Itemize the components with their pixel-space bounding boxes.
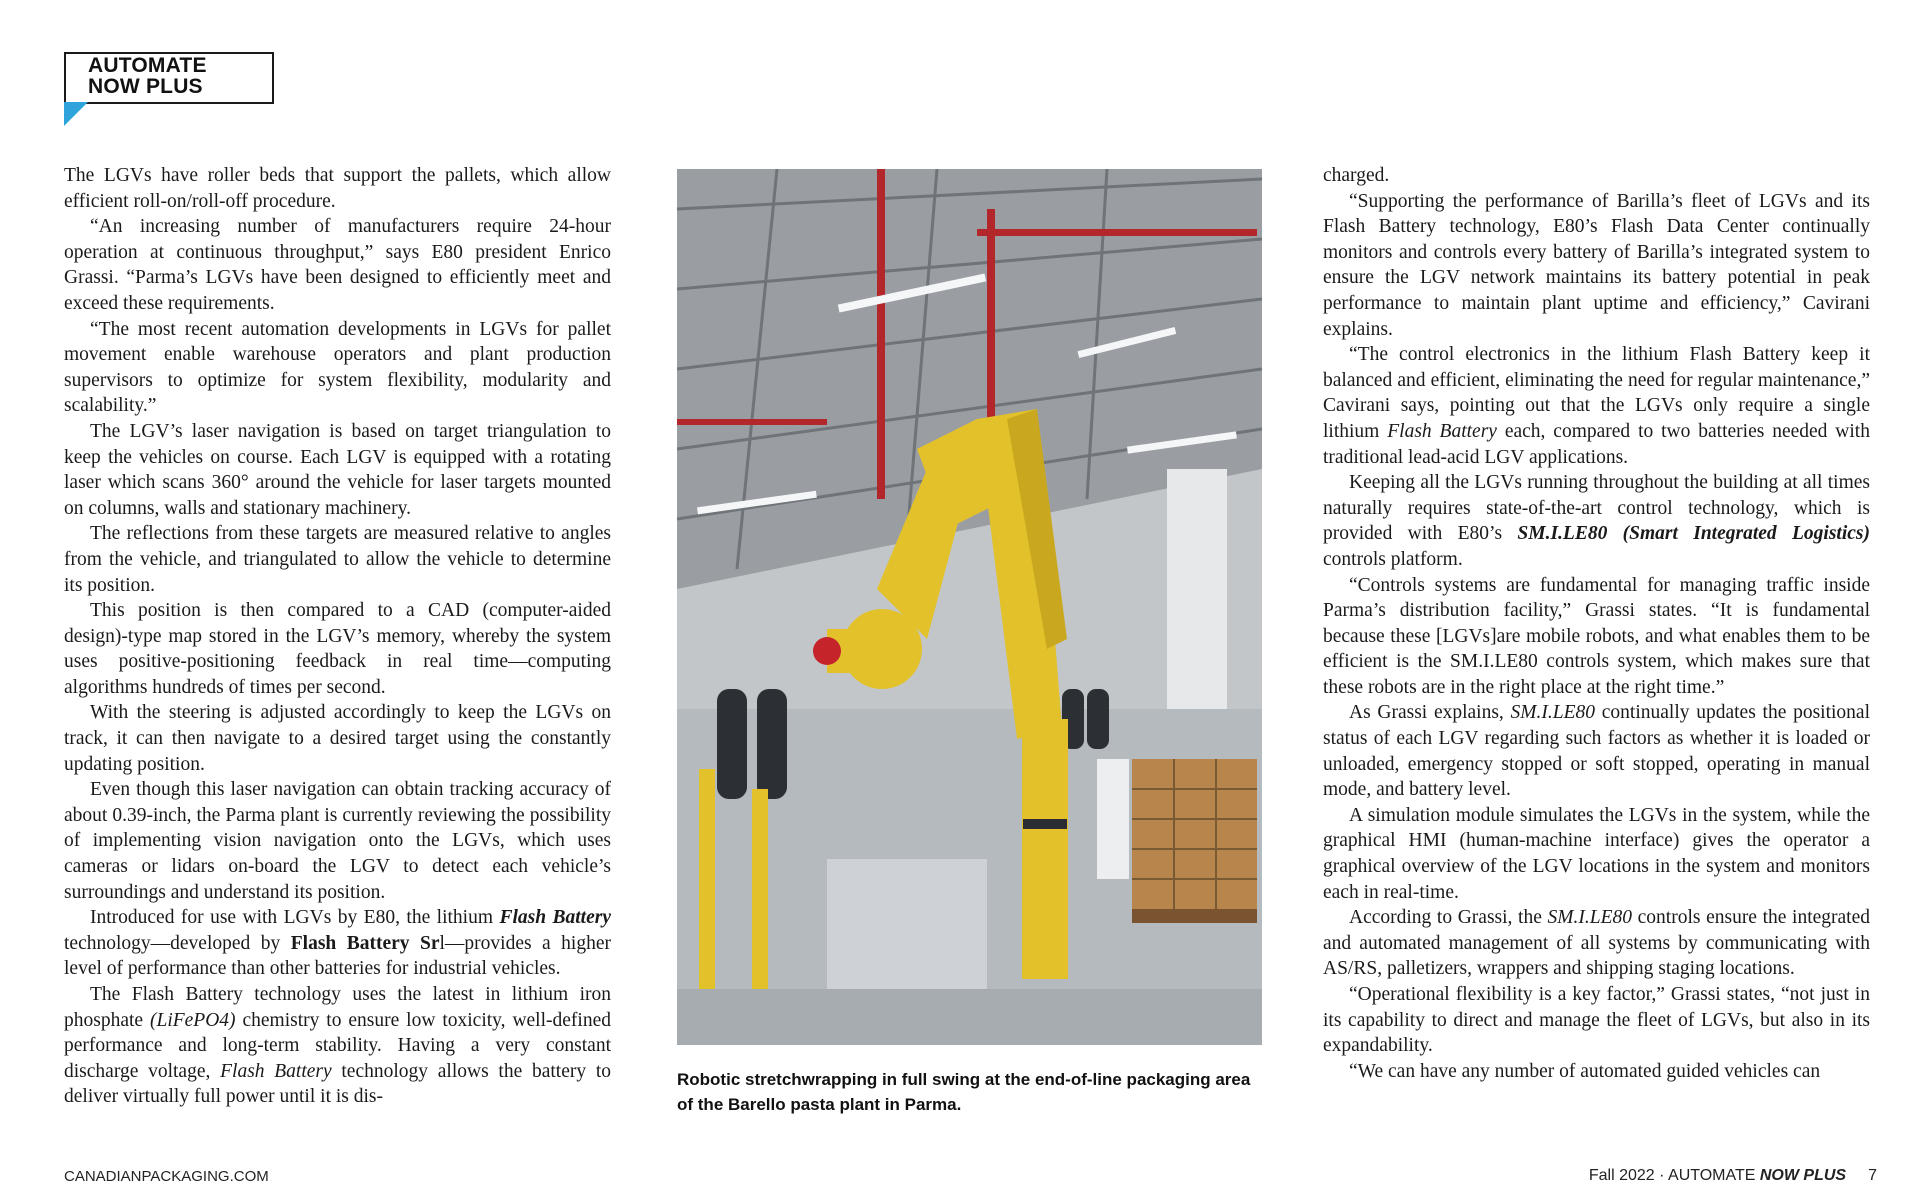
magazine-section-badge <box>64 52 274 104</box>
paragraph: “The most recent automation developments in LGVs for pallet movement enable warehouse operators and plant production supervisors to optimize for system flexibility, modularity and scalability.” <box>64 318 611 417</box>
emphasis: Flash Battery <box>220 1060 332 1082</box>
paragraph: The LGVs have roller beds that support the pallets, which allow efficient roll-on/roll-off procedure. <box>64 165 611 212</box>
footer-site-name: CANADIANPACKAGING.COM <box>64 1168 269 1185</box>
text-run: continually updates the positional status of each LGV regarding such factors as whether it is loaded or unloaded, emergency stopped or soft stopped, operating in manual mode, and battery level. <box>1323 702 1870 801</box>
paragraph: “We can have any number of automated guided vehicles can <box>1349 1060 1821 1082</box>
paragraph: The LGV’s laser navigation is based on target triangulation to keep the vehicles on course. Each LGV is equipped with a rotating laser which scans 360° around the vehicle for laser targets mounted on columns, walls and stationary machinery. <box>64 420 611 519</box>
emphasis: Flash Battery <box>1387 420 1497 442</box>
text-run: technology—developed by <box>64 932 291 954</box>
paragraph: With the steering is adjusted accordingly to keep the LGVs on track, it can then navigate to a desired target using the constantly updating position. <box>64 702 611 775</box>
text-run: According to Grassi, the <box>1349 907 1548 929</box>
paragraph <box>1323 470 1870 572</box>
footer-brand: NOW PLUS <box>1759 1167 1847 1184</box>
factory-robot-illustration <box>677 169 1262 1045</box>
paragraph: “Controls systems are fundamental for managing traffic inside Parma’s distribution facility,” Grassi states. “It is fundamental because these [LGVs]are mobile robots, and what enables them to be efficient is the SM.I.LE80 controls system, which makes sure that these robots are in the right place at the right time.” <box>1323 574 1870 698</box>
paragraph <box>1323 342 1870 470</box>
footer-issue: Fall 2022 · AUTOMATE <box>1588 1167 1760 1184</box>
paragraph: Even though this laser navigation can obtain tracking accuracy of about 0.39-inch, the Parma plant is currently reviewing the possibility of implementing vision navigation onto the LGVs, which uses cameras or lidars on-board the LGV to detect each vehicle’s surroundings and understand its position. <box>64 779 611 903</box>
emphasis: Flash Battery <box>499 907 611 929</box>
paragraph: A simulation module simulates the LGVs in the system, while the graphical HMI (human-machine interface) gives the operator a graphical overview of the LGV locations in the system and monitors each in real-time. <box>1323 804 1870 903</box>
text-run: controls ensure the integrated and automated management of all systems by communicating with AS/RS, palletizers, wrappers and shipping staging locations. <box>1323 907 1870 980</box>
text-run: Introduced for use with LGVs by E80, the lithium <box>90 907 500 929</box>
photo-caption: Robotic stretchwrapping in full swing at the end-of-line packaging area of the Barello pasta plant in Parma. <box>677 1070 1251 1114</box>
emphasis: SM.I.LE80 <box>1510 702 1596 724</box>
paragraph <box>1323 905 1870 982</box>
badge-line-2: NOW PLUS <box>88 75 203 98</box>
film-roll <box>1097 759 1129 879</box>
strong-text: Flash Battery Sr <box>290 932 440 954</box>
carton-stacks <box>1132 759 1257 923</box>
badge-label <box>88 55 207 97</box>
floor-foreground <box>677 989 1262 1045</box>
text-run: each, compared to two batteries needed with traditional lead-acid LGV applications. <box>1323 420 1870 468</box>
article-photo <box>677 169 1262 1045</box>
article-column-right <box>1323 163 1870 1084</box>
paragraph: “An increasing number of manufacturers require 24-hour operation at continuous throughput,” says E80 president Enrico Grassi. “Parma’s LGVs have been designed to efficiently meet and exceed these requirements. <box>64 216 611 314</box>
badge-line-1: AUTOMATE <box>88 54 207 77</box>
text-run: “The control electronics in the lithium Flash Battery keep it balanced and efficient, eliminating the need for regular maintenance,” Cavirani says, pointing out that the LGVs only require a single lithium <box>1323 344 1870 442</box>
page-number: 7 <box>1868 1167 1877 1184</box>
text-run: The Flash Battery technology uses the latest in lithium iron phosphate <box>64 984 611 1031</box>
text-run: l—provides a higher level of performance than other batteries for industrial vehicles. <box>64 932 611 980</box>
emphasis: SM.I.LE80 <box>1547 907 1632 929</box>
paragraph: This position is then compared to a CAD (computer-aided design)-type map stored in the LGV’s memory, whereby the system uses positive-positioning feedback in real time—computing algorithms hundreds of times per second. <box>64 600 611 698</box>
badge-corner-triangle <box>64 102 88 126</box>
paragraph: charged. <box>1323 165 1390 186</box>
text-run: chemistry to ensure low toxicity, well-defined performance and long-term stability. Having a very constant discharge voltage, <box>64 1009 611 1082</box>
paragraph <box>64 982 611 1110</box>
article-column-left <box>64 163 611 1110</box>
paragraph: “Operational flexibility is a key factor,” Grassi states, “not just in its capability to direct and manage the fleet of LGVs, but also in its expandability. <box>1323 984 1870 1057</box>
paragraph <box>64 905 611 982</box>
emphasis: SM.I.LE80 (Smart Integrated Logistics) <box>1517 523 1870 545</box>
text-run: Keeping all the LGVs running throughout the building at all times naturally requires state-of-the-art control technology, which is provided with E80’s <box>1323 472 1870 545</box>
paragraph: The reflections from these targets are measured relative to angles from the vehicle, and triangulated to allow the vehicle to determine its position. <box>64 523 611 596</box>
text-run: As Grassi explains, <box>1349 702 1511 724</box>
paragraph <box>1323 700 1870 802</box>
text-run: controls platform. <box>1323 548 1463 570</box>
paragraph: “Supporting the performance of Barilla’s fleet of LGVs and its Flash Battery technology, E80’s Flash Data Center continually monitors and controls every battery of Barilla’s integrated system to ensure the LGV network maintains its battery potential in peak performance to maintain plant uptime and efficiency,” Cavirani explains. <box>1323 190 1870 340</box>
emphasis: (LiFePO4) <box>149 1009 236 1031</box>
text-run: technology allows the battery to deliver virtually full power until it is dis- <box>64 1060 611 1108</box>
footer-issue-info <box>1589 1167 1877 1185</box>
